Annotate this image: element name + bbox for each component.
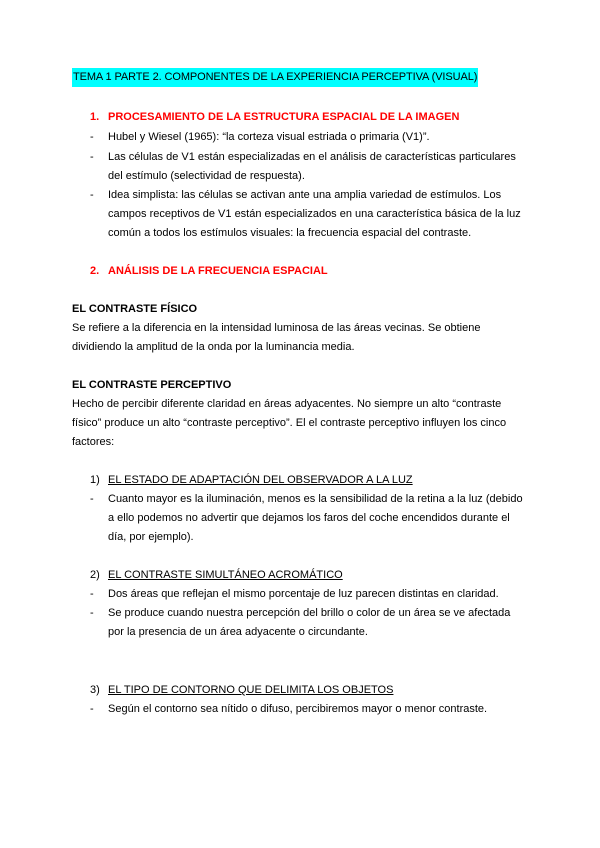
contraste-fisico-line: dividiendo la amplitud de la onda por la luminancia media. [72, 341, 355, 353]
bullet-line: Según el contorno sea nítido o difuso, percibiremos mayor o menor contraste. [108, 703, 488, 715]
document-title: TEMA 1 PARTE 2. COMPONENTES DE LA EXPERIENCIA PERCEPTIVA (VISUAL) [72, 68, 478, 87]
bullet-dash: - [90, 131, 94, 143]
contraste-fisico-line: Se refiere a la diferencia en la intensidad luminosa de las áreas vecinas. Se obtiene [72, 322, 481, 334]
bullet-line: Las células de V1 están especializadas en el análisis de características particulares [108, 151, 516, 163]
bullet-line: a ello podemos no advertir que dejamos los faros del coche encendidos durante el [108, 512, 510, 524]
factor-3-title: EL TIPO DE CONTORNO QUE DELIMITA LOS OBJETOS [108, 684, 394, 696]
bullet-line: Se produce cuando nuestra percepción del brillo o color de un área se ve afectada [108, 607, 511, 619]
factor-3-number: 3) [90, 684, 100, 696]
contraste-perceptivo-heading: EL CONTRASTE PERCEPTIVO [72, 379, 232, 391]
bullet-line: Dos áreas que reflejan el mismo porcentaje de luz parecen distintas en claridad. [108, 588, 499, 600]
bullet-line: Cuanto mayor es la iluminación, menos es la sensibilidad de la retina a la luz (debido [108, 493, 523, 505]
section-1-number: 1. [90, 111, 100, 123]
factor-1-number: 1) [90, 474, 100, 486]
bullet-dash: - [90, 493, 94, 505]
bullet-line: por la presencia de un área adyacente o circundante. [108, 626, 368, 638]
factor-2-number: 2) [90, 569, 100, 581]
bullet-dash: - [90, 607, 94, 619]
bullet-line: campos receptivos de V1 están especializados en una característica básica de la luz [108, 208, 521, 220]
bullet-line: Idea simplista: las células se activan ante una amplia variedad de estímulos. Los [108, 189, 502, 201]
bullet-line: día, por ejemplo). [108, 531, 194, 543]
factor-1-title: EL ESTADO DE ADAPTACIÓN DEL OBSERVADOR A LA LUZ [108, 474, 413, 486]
factor-2-title: EL CONTRASTE SIMULTÁNEO ACROMÁTICO [108, 569, 343, 581]
section-2-number: 2. [90, 265, 100, 277]
section-1-heading: PROCESAMIENTO DE LA ESTRUCTURA ESPACIAL DE LA IMAGEN [108, 111, 460, 123]
bullet-line: Hubel y Wiesel (1965): “la corteza visual estriada o primaria (V1)”. [108, 131, 430, 143]
bullet-line: común a todos los estímulos visuales: la frecuencia espacial del contraste. [108, 227, 472, 239]
contraste-fisico-heading: EL CONTRASTE FÍSICO [72, 303, 198, 315]
contraste-perceptivo-line: físico” produce un alto “contraste perceptivo”. El el contraste perceptivo influyen los cinco [72, 417, 507, 429]
bullet-dash: - [90, 151, 94, 163]
bullet-dash: - [90, 189, 94, 201]
bullet-dash: - [90, 703, 94, 715]
bullet-line: del estímulo (selectividad de respuesta). [108, 170, 305, 182]
section-2-heading: ANÁLISIS DE LA FRECUENCIA ESPACIAL [108, 265, 328, 277]
bullet-dash: - [90, 588, 94, 600]
contraste-perceptivo-line: factores: [72, 436, 115, 448]
contraste-perceptivo-line: Hecho de percibir diferente claridad en áreas adyacentes. No siempre un alto “contraste [72, 398, 502, 410]
